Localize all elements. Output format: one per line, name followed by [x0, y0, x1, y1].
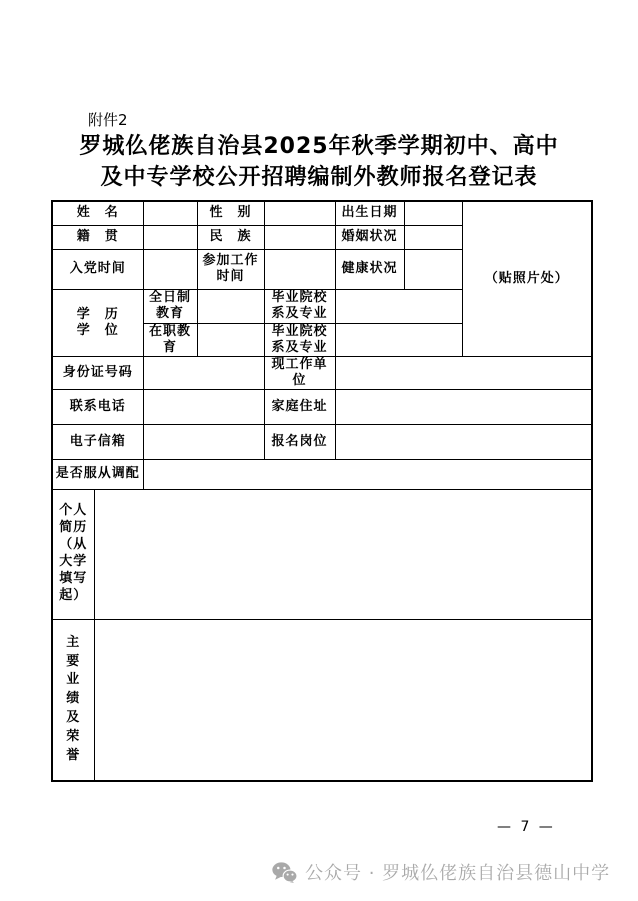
photo-placeholder-cell — [462, 201, 592, 356]
ethnicity-value-cell — [264, 225, 335, 249]
resume-label-text: 个人简历（从大学填写起） — [59, 503, 88, 603]
applied-position-label: 报名岗位 — [264, 424, 335, 459]
in-service-education-label — [143, 323, 197, 356]
graduation-school-major-label-1 — [264, 289, 335, 323]
in-service-education-label-text: 在职教育 — [149, 323, 192, 355]
row-email-position — [52, 424, 592, 459]
row-resume — [52, 489, 592, 619]
ethnicity-label: 民 族 — [197, 225, 264, 249]
footer-bar — [272, 859, 610, 885]
gender-label: 性 别 — [197, 201, 264, 225]
health-status-value-cell — [404, 249, 462, 289]
current-employer-label — [264, 356, 335, 389]
document-title-line2: 及中专学校公开招聘编制外教师报名登记表 — [100, 165, 538, 190]
photo-placeholder-label: （贴照片处） — [484, 270, 569, 286]
full-time-education-label-text: 全日制教育 — [149, 290, 192, 321]
work-start-date-label-text: 参加工作时间 — [202, 253, 259, 284]
achievements-value-cell — [94, 619, 592, 781]
page-number: — 7 — — [497, 819, 553, 835]
current-employer-label-text: 现工作单位 — [271, 356, 328, 388]
obey-assignment-label: 是否服从调配 — [52, 459, 143, 489]
document-title — [0, 131, 638, 193]
current-employer-value-cell — [335, 356, 592, 389]
birth-date-label: 出生日期 — [335, 201, 404, 225]
id-number-value-cell — [143, 356, 264, 389]
achievements-label — [52, 619, 94, 781]
row-obey-assignment — [52, 459, 592, 489]
work-start-date-value-cell — [264, 249, 335, 289]
row-achievements — [52, 619, 592, 781]
resume-label — [52, 489, 94, 619]
attachment-label: 附件2 — [88, 111, 128, 129]
marital-status-value-cell — [404, 225, 462, 249]
education-degree-label — [52, 289, 143, 356]
name-label: 姓 名 — [52, 201, 143, 225]
name-value-cell — [143, 201, 197, 225]
education-degree-label-line2: 学 位 — [76, 322, 119, 338]
row-name-gender-birth — [52, 201, 592, 225]
native-place-label: 籍 贯 — [52, 225, 143, 249]
native-place-value-cell — [143, 225, 197, 249]
row-id-employer — [52, 356, 592, 389]
obey-assignment-value-cell — [143, 459, 592, 489]
contact-phone-value-cell — [143, 389, 264, 424]
full-time-education-value-cell — [197, 289, 264, 323]
wechat-icon — [272, 862, 297, 883]
marital-status-label: 婚姻状况 — [335, 225, 404, 249]
graduation-school-major-label-1-text: 毕业院校系及专业 — [271, 290, 328, 321]
graduation-school-major-label-2 — [264, 323, 335, 356]
education-degree-label-line1: 学 历 — [76, 306, 119, 322]
party-membership-date-label: 入党时间 — [52, 249, 143, 289]
footer-account-text: 公众号 · 罗城仫佬族自治县德山中学 — [305, 863, 611, 884]
achievements-label-text: 主要业绩及荣誉 — [66, 634, 81, 763]
health-status-label: 健康状况 — [335, 249, 404, 289]
email-value-cell — [143, 424, 264, 459]
applied-position-value-cell — [335, 424, 592, 459]
row-phone-address — [52, 389, 592, 424]
graduation-school-major-value-cell-1 — [335, 289, 462, 323]
gender-value-cell — [264, 201, 335, 225]
in-service-education-value-cell — [197, 323, 264, 356]
document-title-line1: 罗城仫佬族自治县2025年秋季学期初中、高中 — [79, 134, 559, 159]
work-start-date-label — [197, 249, 264, 289]
birth-date-value-cell — [404, 201, 462, 225]
full-time-education-label — [143, 289, 197, 323]
party-membership-date-value-cell — [143, 249, 197, 289]
contact-phone-label: 联系电话 — [52, 389, 143, 424]
email-label: 电子信箱 — [52, 424, 143, 459]
graduation-school-major-value-cell-2 — [335, 323, 462, 356]
home-address-label: 家庭住址 — [264, 389, 335, 424]
resume-value-cell — [94, 489, 592, 619]
home-address-value-cell — [335, 389, 592, 424]
graduation-school-major-label-2-text: 毕业院校系及专业 — [271, 323, 328, 355]
registration-form-table — [51, 200, 593, 782]
id-number-label: 身份证号码 — [52, 356, 143, 389]
